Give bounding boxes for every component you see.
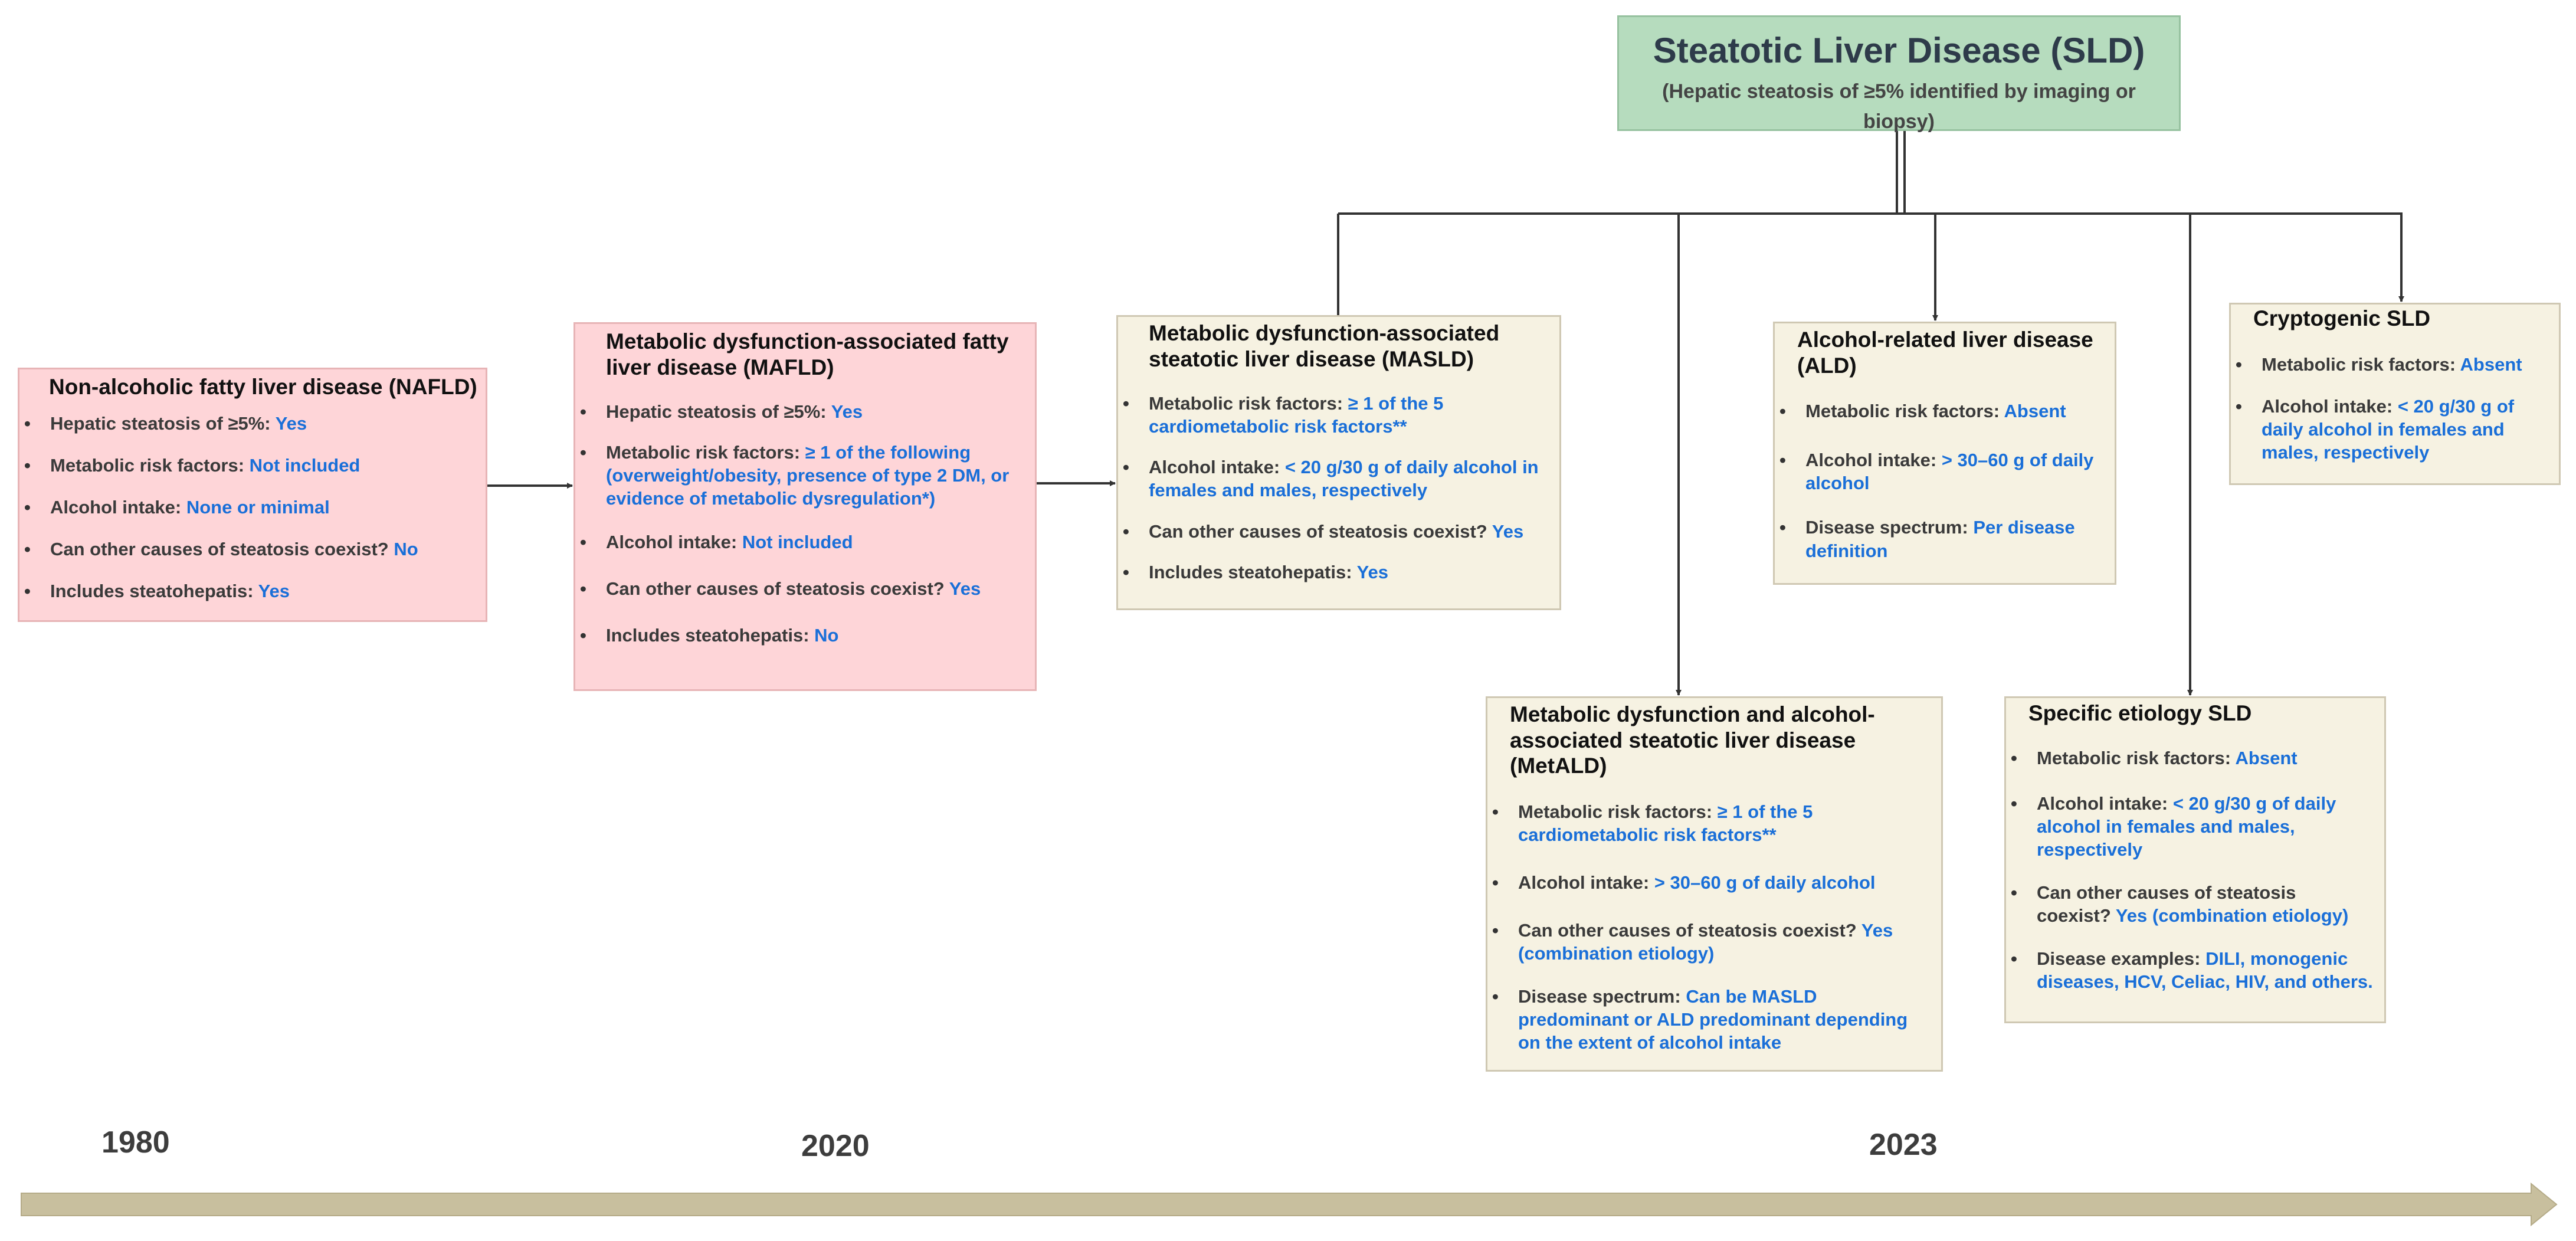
list-item: • Includes steatohepatis: No <box>575 624 1018 647</box>
list-item: • Includes steatohepatis: Yes <box>1118 561 1544 584</box>
list-item: • Metabolic risk factors: ≥ 1 of the 5 cardiometabolic risk factors** <box>1118 392 1544 438</box>
list-item: • Hepatic steatosis of ≥5%: Yes <box>19 412 486 435</box>
list-item: • Metabolic risk factors: Absent <box>1775 400 2099 423</box>
list-item: • Alcohol intake: > 30–60 g of daily alcohol <box>1487 871 1932 894</box>
sld-root-box <box>1617 15 2181 131</box>
list-item: • Includes steatohepatis: Yes <box>19 579 486 603</box>
metald-title: Metabolic dysfunction and alcohol-associated steatotic liver disease (MetALD) <box>1510 702 1875 778</box>
list-item: • Alcohol intake: None or minimal <box>19 496 486 519</box>
nafld-box <box>18 368 487 622</box>
list-item: • Alcohol intake: < 20 g/30 g of daily alcohol in females and males, respectively <box>1118 456 1544 502</box>
cryptogenic-box <box>2229 303 2561 485</box>
list-item: • Can other causes of steatosis coexist? Yes (combination etiology) <box>1487 919 1932 965</box>
ald-box <box>1773 322 2116 585</box>
list-item: • Can other causes of steatosis coexist? Yes <box>1118 520 1544 543</box>
sld-subtitle: (Hepatic steatosis of ≥5% identified by imaging or biopsy) <box>1662 80 2136 133</box>
masld-title: Metabolic dysfunction-associated steatotic liver disease (MASLD) <box>1149 321 1500 371</box>
list-item: • Metabolic risk factors: Not included <box>19 454 486 477</box>
specific-etiology-title: Specific etiology SLD <box>2028 701 2252 725</box>
nafld-title: Non-alcoholic fatty liver disease (NAFLD) <box>49 375 477 399</box>
list-item: • Metabolic risk factors: Absent <box>2231 353 2544 376</box>
list-item: • Can other causes of steatosis coexist? Yes <box>575 577 1018 600</box>
list-item: • Metabolic risk factors: ≥ 1 of the following (overweight/obesity, presence of type 2 DM, or evidence of metabolic dysregulation*) <box>575 441 1018 510</box>
list-item: • Alcohol intake: < 20 g/30 g of daily alcohol in females and males, respectively <box>2006 792 2375 861</box>
cryptogenic-title: Cryptogenic SLD <box>2253 306 2431 330</box>
timeline-arrow <box>21 1184 2557 1225</box>
list-item: • Alcohol intake: > 30–60 g of daily alcohol <box>1775 448 2099 495</box>
list-item: • Disease spectrum: Per disease definition <box>1775 516 2099 562</box>
year-label-2023: 2023 <box>1869 1128 1938 1162</box>
ald-title: Alcohol-related liver disease (ALD) <box>1797 328 2093 378</box>
list-item: • Disease examples: DILI, monogenic diseases, HCV, Celiac, HIV, and others. <box>2006 947 2375 993</box>
metald-box <box>1486 696 1943 1072</box>
list-item: • Metabolic risk factors: Absent <box>2006 746 2375 770</box>
list-item: • Hepatic steatosis of ≥5%: Yes <box>575 400 1018 423</box>
mafld-box <box>573 322 1037 691</box>
list-item: • Alcohol intake: < 20 g/30 g of daily alcohol in females and males, respectively <box>2231 395 2544 464</box>
year-label-2020: 2020 <box>801 1129 870 1163</box>
list-item: • Alcohol intake: Not included <box>575 531 1018 554</box>
sld-title: Steatotic Liver Disease (SLD) <box>1653 31 2145 70</box>
mafld-title: Metabolic dysfunction-associated fatty liver disease (MAFLD) <box>606 329 1009 379</box>
masld-box <box>1116 315 1561 610</box>
list-item: • Metabolic risk factors: ≥ 1 of the 5 cardiometabolic risk factors** <box>1487 800 1932 846</box>
list-item: • Disease spectrum: Can be MASLD predominant or ALD predominant depending on the extent of alcohol intake <box>1487 985 1932 1054</box>
list-item: • Can other causes of steatosis coexist? Yes (combination etiology) <box>2006 881 2375 927</box>
list-item: • Can other causes of steatosis coexist? No <box>19 538 486 561</box>
specific-etiology-box <box>2004 696 2386 1023</box>
year-label-1980: 1980 <box>101 1125 170 1160</box>
